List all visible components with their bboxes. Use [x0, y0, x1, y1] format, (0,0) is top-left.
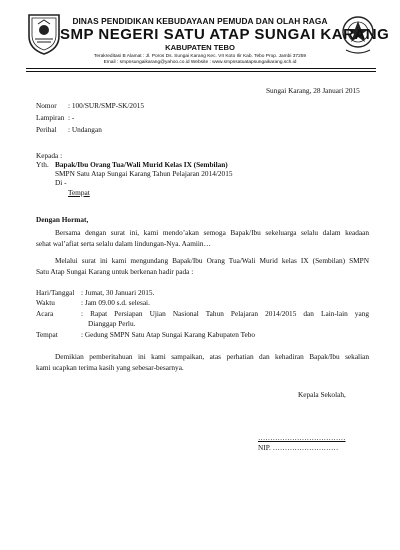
- detail-label: Tempat: [36, 330, 58, 339]
- recipient-name: Bapak/Ibu Orang Tua/Wali Murid Kelas IX (Sembilan): [55, 160, 228, 169]
- letterhead-thick-rule: [26, 68, 376, 69]
- paragraph1-line2: sehat wal’afiat serta selalu dalam lindungan-Nya. Aamiin…: [36, 239, 211, 248]
- nip: NIP. ………………………: [258, 443, 339, 452]
- closing-line2: kami ucapkan terima kasih yang sebesar-besarnya.: [36, 363, 184, 372]
- signatory-name: ………………………………: [258, 433, 346, 442]
- subject-value: : Undangan: [68, 125, 102, 134]
- place-date: Sungai Karang, 28 Januari 2015: [266, 86, 360, 95]
- letterhead-regency: KABUPATEN TEBO: [165, 43, 235, 52]
- detail-value: : Jam 09.00 s.d. selesai.: [81, 298, 150, 307]
- paragraph2-line2: Satu Atap Sungai Karang untuk berkenan hadir pada :: [36, 267, 194, 276]
- attachment-label: Lampiran: [36, 113, 65, 122]
- recipient-school: SMPN Satu Atap Sungai Karang Tahun Pelajaran 2014/2015: [55, 169, 233, 178]
- detail-value-continued: Dianggap Perlu.: [88, 319, 136, 328]
- paragraph2-line1: Melalui surat ini kami mengundang Bapak/Ibu Orang Tua/Wali Murid kelas IX (Sembilan) SMPN: [55, 256, 369, 265]
- letterhead-department: DINAS PENDIDIKAN KEBUDAYAAN PEMUDA DAN OLAH RAGA: [72, 16, 328, 26]
- paragraph1-line1: Bersama dengan surat ini, kami mendo’akan semoga Bapak/Ibu sekeluarga selalu dalam keadaan: [55, 228, 369, 237]
- number-label: Nomor: [36, 101, 57, 110]
- closing-line1: Demikian pemberitahuan ini kami sampaikan, atas perhatian dan kehadiran Bapak/Ibu sekalian: [55, 352, 369, 361]
- recipient-place: Tempat: [68, 188, 90, 197]
- subject-label: Perihal: [36, 125, 57, 134]
- recipient-di: Di -: [55, 178, 67, 187]
- attachment-value: : -: [68, 113, 75, 122]
- detail-label: Acara: [36, 309, 54, 318]
- detail-value: : Jumat, 30 Januari 2015.: [81, 288, 155, 297]
- signatory-title: Kepala Sekolah,: [298, 390, 346, 399]
- detail-label: Waktu: [36, 298, 55, 307]
- detail-value: : Rapat Persiapan Ujian Nasional Tahun Pelajaran 2014/2015 dan Lain-lain yang: [81, 309, 369, 318]
- greeting: Dengan Hormat,: [36, 215, 89, 224]
- to-label: Kepada :: [36, 151, 63, 160]
- detail-label: Hari/Tanggal: [36, 288, 75, 297]
- letterhead-address: Terakreditasi B Alamat : Jl. Poros Ds. Sungai Karang Kec. VII Koto Ilir Kab. Tebo Prop. Jambi 37259: [93, 54, 307, 59]
- to-prefix: Yth.: [36, 160, 49, 169]
- number-value: : 100/SUR/SMP-SK/2015: [68, 101, 145, 110]
- letterhead-contact: Email : smpnsungaikarang@yahoo.co.id Website : www.smpnsatuatapsungaikarang.sch.id: [103, 60, 297, 65]
- letterhead-school-name: [60, 26, 390, 43]
- school-name-text: SMP NEGERI SATU ATAP SUNGAI KARANG: [60, 26, 390, 43]
- detail-value: : Gedung SMPN Satu Atap Sungai Karang Kabupaten Tebo: [81, 330, 256, 339]
- letterhead-thin-rule: [26, 71, 376, 72]
